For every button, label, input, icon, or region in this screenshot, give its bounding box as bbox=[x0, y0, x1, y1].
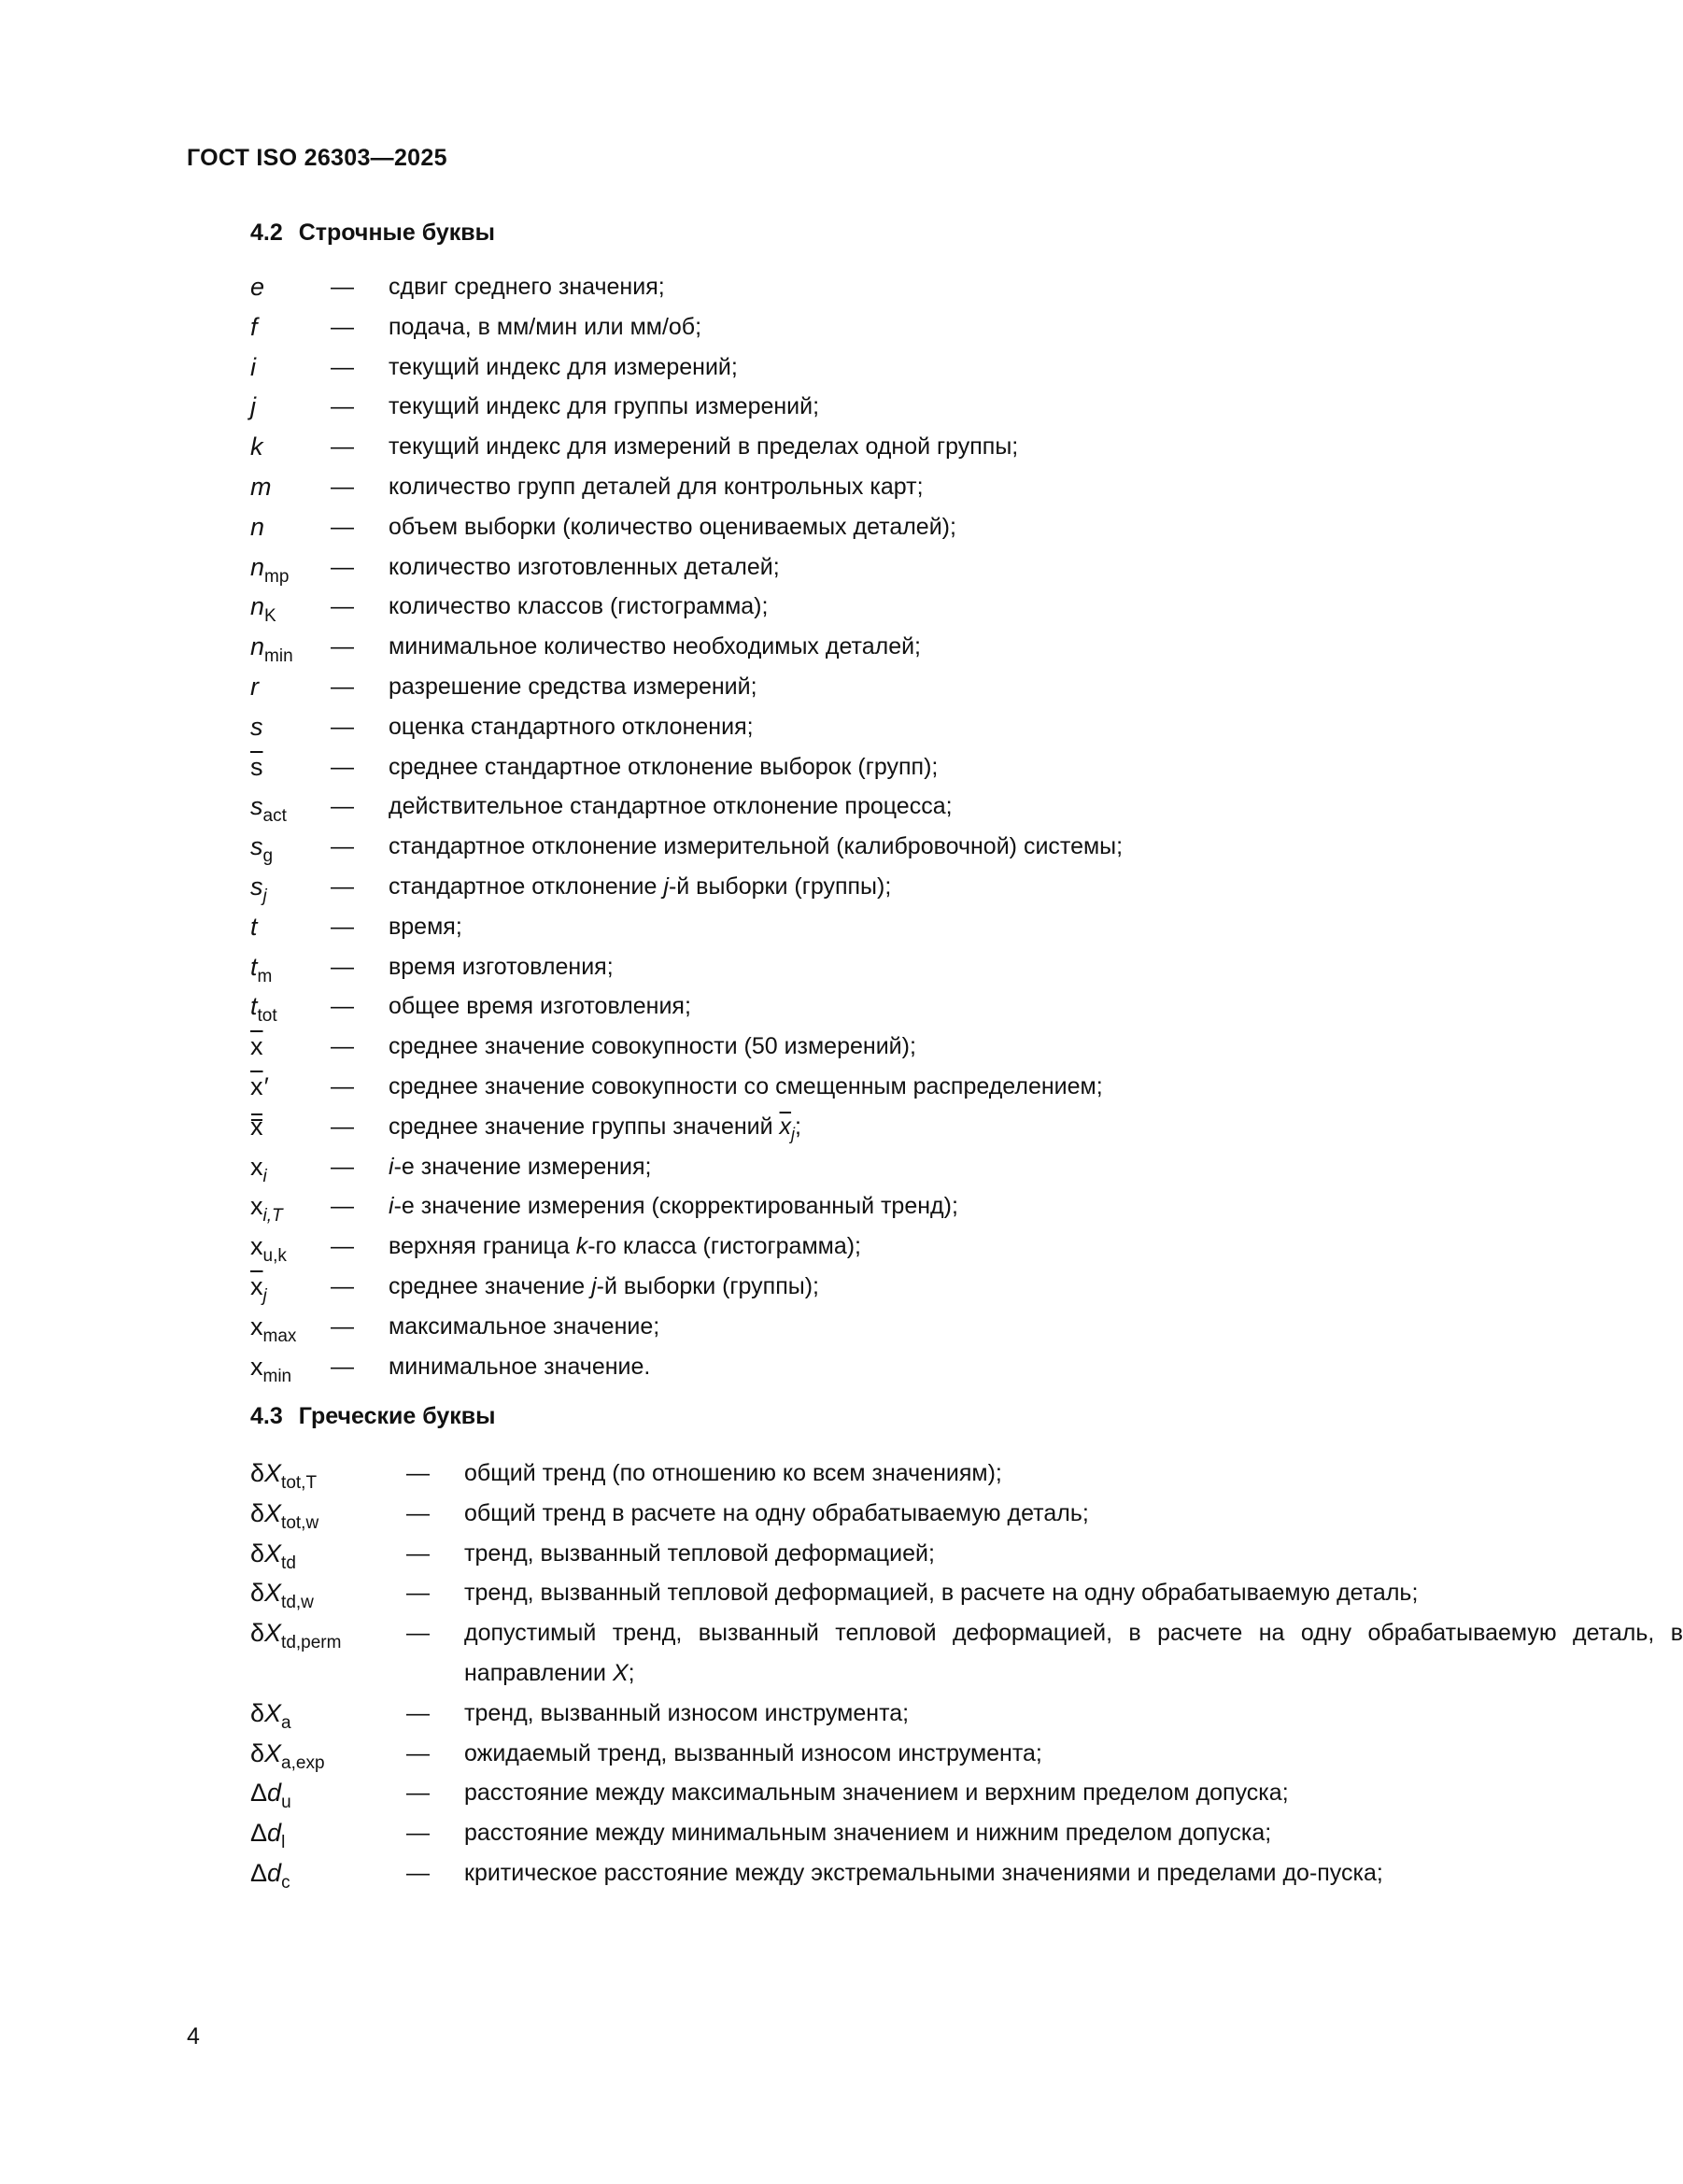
dash: — bbox=[406, 1820, 430, 1847]
dash: — bbox=[331, 953, 354, 980]
section-number: 4.3 bbox=[250, 1403, 283, 1429]
symbol-description: общее время изготовления; bbox=[389, 993, 691, 1020]
symbol-description: текущий индекс для измерений; bbox=[389, 353, 738, 380]
symbol: $s_{act}$ bbox=[250, 792, 287, 827]
symbol: $\delta X_{a,exp}$ bbox=[250, 1738, 325, 1773]
symbol: $\overline{x}$ bbox=[250, 1032, 263, 1061]
symbol: $s_j$ bbox=[250, 872, 267, 906]
dash: — bbox=[331, 633, 354, 660]
dash: — bbox=[406, 1499, 430, 1526]
dash: — bbox=[331, 433, 354, 461]
dash: — bbox=[331, 753, 354, 780]
symbol-description: среднее значение группы значений $\overline{x}_j$; bbox=[389, 1113, 801, 1143]
symbol-description: текущий индекс для группы измерений; bbox=[389, 393, 820, 420]
dash: — bbox=[331, 872, 354, 900]
symbol: $\delta X_{td}$ bbox=[250, 1539, 296, 1573]
symbol-description: расстояние между максимальным значением и верхним пределом допуска; bbox=[464, 1780, 1289, 1807]
symbol: e bbox=[250, 273, 265, 301]
dash: — bbox=[331, 1113, 354, 1140]
symbol-description: критическое расстояние между экстремальными значениями и пределами до-пуска; bbox=[464, 1859, 1383, 1886]
symbol-description: объем выборки (количество оцениваемых деталей); bbox=[389, 513, 956, 540]
symbol: s bbox=[250, 712, 263, 741]
dash: — bbox=[331, 274, 354, 300]
dash: — bbox=[331, 593, 354, 620]
symbol: $\delta X_{td,w}$ bbox=[250, 1579, 314, 1613]
symbol-description: общий тренд (по отношению ко всем значениям); bbox=[464, 1460, 1002, 1486]
symbol: t bbox=[250, 912, 258, 941]
symbol-description: максимальное значение; bbox=[389, 1312, 660, 1340]
page-number: 4 bbox=[187, 2023, 200, 2049]
dash: — bbox=[331, 473, 354, 500]
symbol-description: оценка стандартного отклонения; bbox=[389, 713, 754, 740]
dash: — bbox=[331, 1153, 354, 1180]
symbol: $\delta X_{tot,w}$ bbox=[250, 1498, 319, 1533]
symbol-description: среднее значение совокупности со смещенным распределением; bbox=[389, 1072, 1103, 1099]
section-4-2-heading bbox=[250, 220, 495, 247]
symbol-description: ожидаемый тренд, вызванный износом инструмента; bbox=[464, 1739, 1042, 1766]
symbol-description: среднее значение j-й выборки (группы); bbox=[389, 1272, 819, 1299]
symbol-description: разрешение средства измерений; bbox=[389, 673, 757, 700]
symbol-description: тренд, вызванный тепловой деформацией; bbox=[464, 1539, 935, 1567]
symbol: $\overline{x}_j$ bbox=[250, 1271, 267, 1306]
document-header: ГОСТ ISO 26303—2025 bbox=[187, 145, 447, 171]
symbol-description: текущий индекс для измерений в пределах одной группы; bbox=[389, 433, 1019, 461]
section-title: Греческие буквы bbox=[298, 1403, 496, 1429]
symbol: $\Delta d_l$ bbox=[250, 1819, 286, 1853]
dash: — bbox=[406, 1460, 430, 1486]
symbol-description: подача, в мм/мин или мм/об; bbox=[389, 313, 702, 340]
section-4-3-heading bbox=[250, 1403, 495, 1430]
symbol-description: допустимый тренд, вызванный тепловой деформацией, в расчете на одну обрабатываемую деталь, в направлении X; bbox=[464, 1620, 1683, 1686]
symbol-description: время изготовления; bbox=[389, 953, 614, 980]
dash: — bbox=[331, 353, 354, 380]
symbol: j bbox=[250, 392, 256, 421]
dash: — bbox=[331, 393, 354, 420]
symbol: $x_{min}$ bbox=[250, 1352, 292, 1386]
symbol-description: количество групп деталей для контрольных карт; bbox=[389, 473, 924, 500]
dash: — bbox=[331, 793, 354, 820]
symbol: $n_{min}$ bbox=[250, 632, 293, 667]
dash: — bbox=[406, 1699, 430, 1726]
greek-symbols-list bbox=[250, 1459, 1683, 1899]
symbol-description: i-е значение измерения (скорректированный тренд); bbox=[389, 1193, 958, 1220]
symbol: $\overline{x}'$ bbox=[250, 1071, 268, 1100]
dash: — bbox=[406, 1539, 430, 1567]
symbol-description: верхняя граница k-го класса (гистограмма); bbox=[389, 1233, 861, 1260]
symbol: $\Delta d_u$ bbox=[250, 1779, 291, 1813]
symbol-description: общий тренд в расчете на одну обрабатываемую деталь; bbox=[464, 1499, 1089, 1526]
symbol: $x_{u,k}$ bbox=[250, 1232, 287, 1267]
section-number: 4.2 bbox=[250, 220, 283, 246]
symbol-description: i-е значение измерения; bbox=[389, 1153, 652, 1180]
dash: — bbox=[331, 1033, 354, 1060]
symbol: $t_{tot}$ bbox=[250, 992, 277, 1027]
dash: — bbox=[331, 1312, 354, 1340]
symbol: $n_{mp}$ bbox=[250, 552, 290, 587]
symbol-description: среднее стандартное отклонение выборок (групп); bbox=[389, 753, 939, 780]
symbol-description: стандартное отклонение j-й выборки (группы); bbox=[389, 872, 892, 900]
symbol-description: количество классов (гистограмма); bbox=[389, 593, 769, 620]
symbol: f bbox=[250, 312, 258, 341]
dash: — bbox=[331, 713, 354, 740]
symbol: $\Delta d_c$ bbox=[250, 1858, 290, 1893]
dash: — bbox=[331, 513, 354, 540]
dash: — bbox=[406, 1859, 430, 1886]
symbol-description: расстояние между минимальным значением и нижним пределом допуска; bbox=[464, 1820, 1272, 1847]
dash: — bbox=[406, 1620, 430, 1647]
dash: — bbox=[331, 1233, 354, 1260]
symbol: r bbox=[250, 672, 259, 701]
dash: — bbox=[331, 993, 354, 1020]
symbol: $x_{max}$ bbox=[250, 1312, 297, 1346]
symbol: $n_K$ bbox=[250, 592, 276, 627]
symbol: $\delta X_{td,perm}$ bbox=[250, 1619, 342, 1653]
dash: — bbox=[331, 913, 354, 940]
symbol-description: минимальное значение. bbox=[389, 1353, 651, 1380]
dash: — bbox=[406, 1780, 430, 1807]
symbol: $\delta X_a$ bbox=[250, 1698, 291, 1733]
dash: — bbox=[406, 1739, 430, 1766]
symbol-row bbox=[250, 1859, 1683, 1899]
symbol-description: среднее значение совокупности (50 измерений); bbox=[389, 1033, 916, 1060]
symbol-description: сдвиг среднего значения; bbox=[389, 274, 665, 300]
symbol-description: стандартное отклонение измерительной (калибровочной) системы; bbox=[389, 833, 1124, 860]
symbol-description: тренд, вызванный износом инструмента; bbox=[464, 1699, 910, 1726]
symbol-description: время; bbox=[389, 913, 462, 940]
symbol: $x_i$ bbox=[250, 1152, 267, 1186]
symbol-description: количество изготовленных деталей; bbox=[389, 553, 780, 580]
dash: — bbox=[406, 1580, 430, 1607]
dash: — bbox=[331, 833, 354, 860]
dash: — bbox=[331, 553, 354, 580]
dash: — bbox=[331, 313, 354, 340]
symbol: $\delta X_{tot,T}$ bbox=[250, 1459, 318, 1493]
dash: — bbox=[331, 673, 354, 700]
dash: — bbox=[331, 1353, 354, 1380]
dash: — bbox=[331, 1272, 354, 1299]
symbol-description: действительное стандартное отклонение процесса; bbox=[389, 793, 953, 820]
symbol: n bbox=[250, 512, 265, 541]
symbol: i bbox=[250, 352, 256, 381]
symbol: m bbox=[250, 472, 272, 501]
symbol: k bbox=[250, 433, 263, 461]
symbol: $x_{i,T}$ bbox=[250, 1192, 283, 1227]
dash: — bbox=[331, 1072, 354, 1099]
section-title: Строчные буквы bbox=[298, 220, 495, 246]
symbol-description: тренд, вызванный тепловой деформацией, в расчете на одну обрабатываемую деталь; bbox=[464, 1580, 1419, 1607]
symbol: x bbox=[250, 1112, 263, 1141]
symbol: $s_g$ bbox=[250, 832, 274, 867]
dash: — bbox=[331, 1193, 354, 1220]
symbol: $t_m$ bbox=[250, 952, 273, 986]
symbol: $\overline{s}$ bbox=[250, 752, 263, 781]
symbol-description: минимальное количество необходимых деталей; bbox=[389, 633, 922, 660]
symbol-row bbox=[250, 1619, 1683, 1699]
